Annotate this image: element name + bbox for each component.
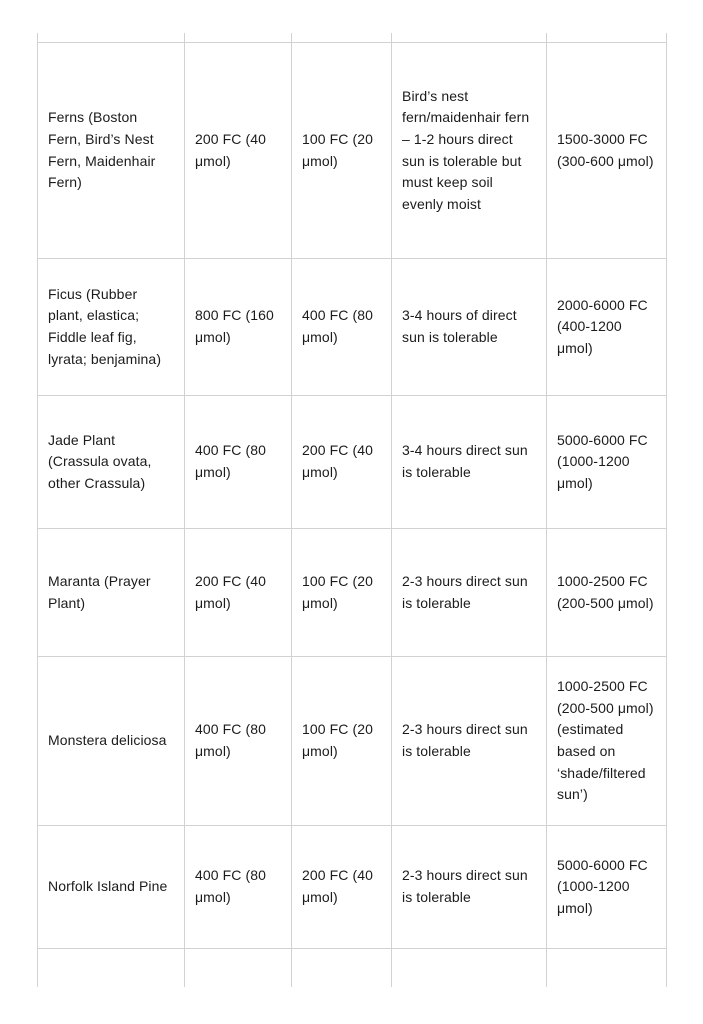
- fc-range-cell: 2000-6000 FC (400-1200 μmol): [547, 259, 667, 396]
- table-row-norfolk-island-pine: [38, 826, 667, 949]
- empty-cell: [38, 33, 185, 43]
- table-row-partial-top: [38, 33, 667, 43]
- direct-sun-note-cell: Bird’s nest fern/maidenhair fern – 1-2 hours direct sun is tolerable but must keep soil evenly moist: [392, 43, 547, 259]
- fc-range-cell: 5000-6000 FC (1000-1200 μmol): [547, 826, 667, 949]
- plant-name-cell: Ferns (Boston Fern, Bird’s Nest Fern, Maidenhair Fern): [38, 43, 185, 259]
- direct-sun-note-cell: 2-3 hours direct sun is tolerable: [392, 826, 547, 949]
- empty-cell: [38, 949, 185, 988]
- direct-sun-note-cell: 2-3 hours direct sun is tolerable: [392, 657, 547, 826]
- empty-cell: [392, 949, 547, 988]
- direct-sun-note-cell: 3-4 hours of direct sun is tolerable: [392, 259, 547, 396]
- fc-value-1-cell: 400 FC (80 μmol): [185, 657, 292, 826]
- fc-range-cell: 1000-2500 FC (200-500 μmol): [547, 529, 667, 657]
- direct-sun-note-cell: 2-3 hours direct sun is tolerable: [392, 529, 547, 657]
- empty-cell: [392, 33, 547, 43]
- table-row-jade-plant: [38, 396, 667, 529]
- table-row-ferns: [38, 43, 667, 259]
- fc-value-1-cell: 400 FC (80 μmol): [185, 826, 292, 949]
- fc-value-1-cell: 200 FC (40 μmol): [185, 43, 292, 259]
- fc-range-cell: 1000-2500 FC (200-500 μmol) (estimated based on ‘shade/filtered sun’): [547, 657, 667, 826]
- table-row-maranta: [38, 529, 667, 657]
- table-row-monstera: [38, 657, 667, 826]
- direct-sun-note-cell: 3-4 hours direct sun is tolerable: [392, 396, 547, 529]
- plant-name-cell: Monstera deliciosa: [38, 657, 185, 826]
- empty-cell: [185, 949, 292, 988]
- plant-name-cell: Ficus (Rubber plant, elastica; Fiddle leaf fig, lyrata; benjamina): [38, 259, 185, 396]
- table-row-partial-bottom: [38, 949, 667, 988]
- fc-range-cell: 1500-3000 FC (300-600 μmol): [547, 43, 667, 259]
- plant-name-cell: Jade Plant (Crassula ovata, other Crassula): [38, 396, 185, 529]
- table-row-ficus: [38, 259, 667, 396]
- plant-light-table: [37, 33, 667, 987]
- fc-value-2-cell: 100 FC (20 μmol): [292, 43, 392, 259]
- fc-value-2-cell: 200 FC (40 μmol): [292, 826, 392, 949]
- empty-cell: [292, 33, 392, 43]
- plant-name-cell: Norfolk Island Pine: [38, 826, 185, 949]
- fc-value-2-cell: 200 FC (40 μmol): [292, 396, 392, 529]
- fc-value-2-cell: 100 FC (20 μmol): [292, 529, 392, 657]
- empty-cell: [547, 33, 667, 43]
- fc-value-1-cell: 400 FC (80 μmol): [185, 396, 292, 529]
- fc-value-2-cell: 100 FC (20 μmol): [292, 657, 392, 826]
- empty-cell: [185, 33, 292, 43]
- plant-name-cell: Maranta (Prayer Plant): [38, 529, 185, 657]
- fc-range-cell: 5000-6000 FC (1000-1200 μmol): [547, 396, 667, 529]
- fc-value-1-cell: 800 FC (160 μmol): [185, 259, 292, 396]
- fc-value-2-cell: 400 FC (80 μmol): [292, 259, 392, 396]
- empty-cell: [292, 949, 392, 988]
- empty-cell: [547, 949, 667, 988]
- fc-value-1-cell: 200 FC (40 μmol): [185, 529, 292, 657]
